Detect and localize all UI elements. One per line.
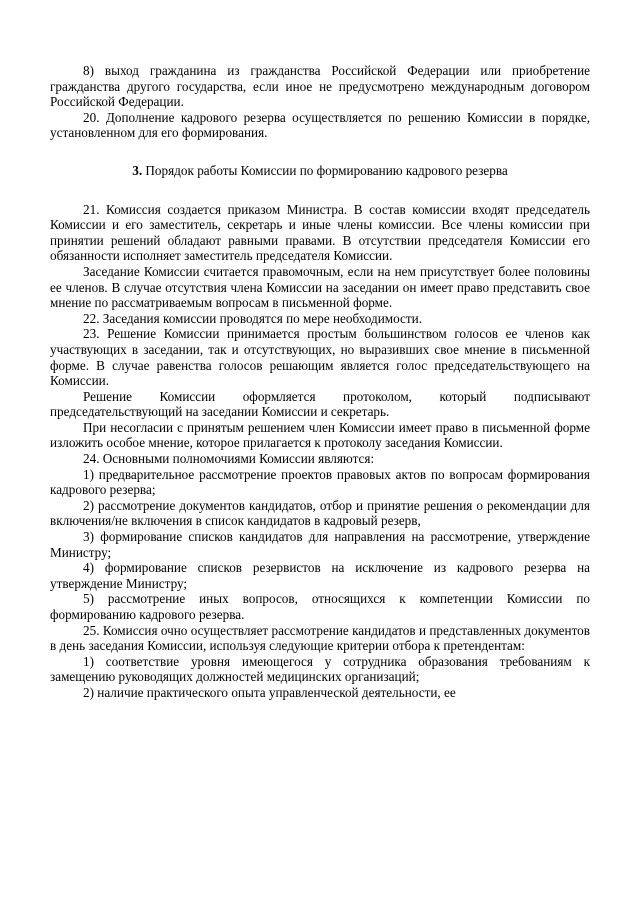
list-item-24-4: 4) формирование списков резервистов на исключение из кадрового резерва на утверждение Министру;	[50, 560, 590, 591]
paragraph-20: 20. Дополнение кадрового резерва осуществляется по решению Комиссии в порядке, установленном для его формирования.	[50, 109, 590, 141]
paragraph-22: 22. Заседания комиссии проводятся по мере необходимости.	[83, 310, 422, 326]
list-item-24-3: 3) формирование списков кандидатов для направления на рассмотрение, утверждение Министру;	[50, 529, 590, 560]
section-heading	[50, 163, 590, 179]
paragraph-protocol: Решение Комиссии оформляется протоколом, который подписывают председательствующий на заседании Комиссии и секретарь.	[50, 388, 590, 420]
list-item-24-2: 2) рассмотрение документов кандидатов, отбор и принятие решения о рекомендации для включения/не включения в список кандидатов в кадровый резерв,	[50, 497, 590, 529]
paragraph-dissent: При несогласии с принятым решением член Комиссии имеет право в письменной форме изложить особое мнение, которое прилагается к протоколу заседания Комиссии.	[50, 419, 590, 451]
paragraph-25: 25. Комиссия очно осуществляет рассмотрение кандидатов и представленных документов в день заседания Комиссии, используя следующие критерии отбора к претендентам:	[50, 622, 590, 654]
section-title: Порядок работы Комиссии по формированию кадрового резерва	[142, 162, 508, 178]
paragraph-21: 21. Комиссия создается приказом Министра. В состав комиссии входят председатель Комиссии и его заместитель, секретарь и иные члены комиссии. Все члены комиссии при принятии решений обладают равными правами. В отсутствии председателя Комиссии его обязанности исполняет заместитель председателя Комиссии.	[50, 201, 590, 264]
section-number: 3.	[132, 162, 143, 178]
paragraph-quorum: Заседание Комиссии считается правомочным, если на нем присутствует более половины ее членов. В случае отсутствия члена Комиссии на заседании он имеет право представить свое мнение по рассматриваемым вопросам в письменной форме.	[50, 263, 590, 311]
list-item-25-1: 1) соответствие уровня имеющегося у сотрудника образования требованиям к замещению руководящих должностей медицинских организаций;	[50, 653, 590, 685]
list-item-24-5: 5) рассмотрение иных вопросов, относящихся к компетенции Комиссии по формированию кадрового резерва.	[50, 591, 590, 622]
document-page	[50, 63, 590, 701]
paragraph-24: 24. Основными полномочиями Комиссии являются:	[83, 451, 375, 467]
paragraph-23: 23. Решение Комиссии принимается простым большинством голосов ее членов как участвующих в заседании, так и отсутствующих, но выразивших свое мнение в письменной форме. В случае равенства голосов решающим является голос председательствующего на Комиссии.	[50, 326, 590, 389]
paragraph-item-8: 8) выход гражданина из гражданства Российской Федерации или приобретение гражданства другого государства, если иное не предусмотрено международным договором Российской Федерации.	[50, 63, 590, 110]
list-item-24-1: 1) предварительное рассмотрение проектов правовых актов по вопросам формирования кадрового резерва;	[50, 466, 590, 498]
list-item-25-2: 2) наличие практического опыта управленческой деятельности, ее	[83, 684, 456, 700]
